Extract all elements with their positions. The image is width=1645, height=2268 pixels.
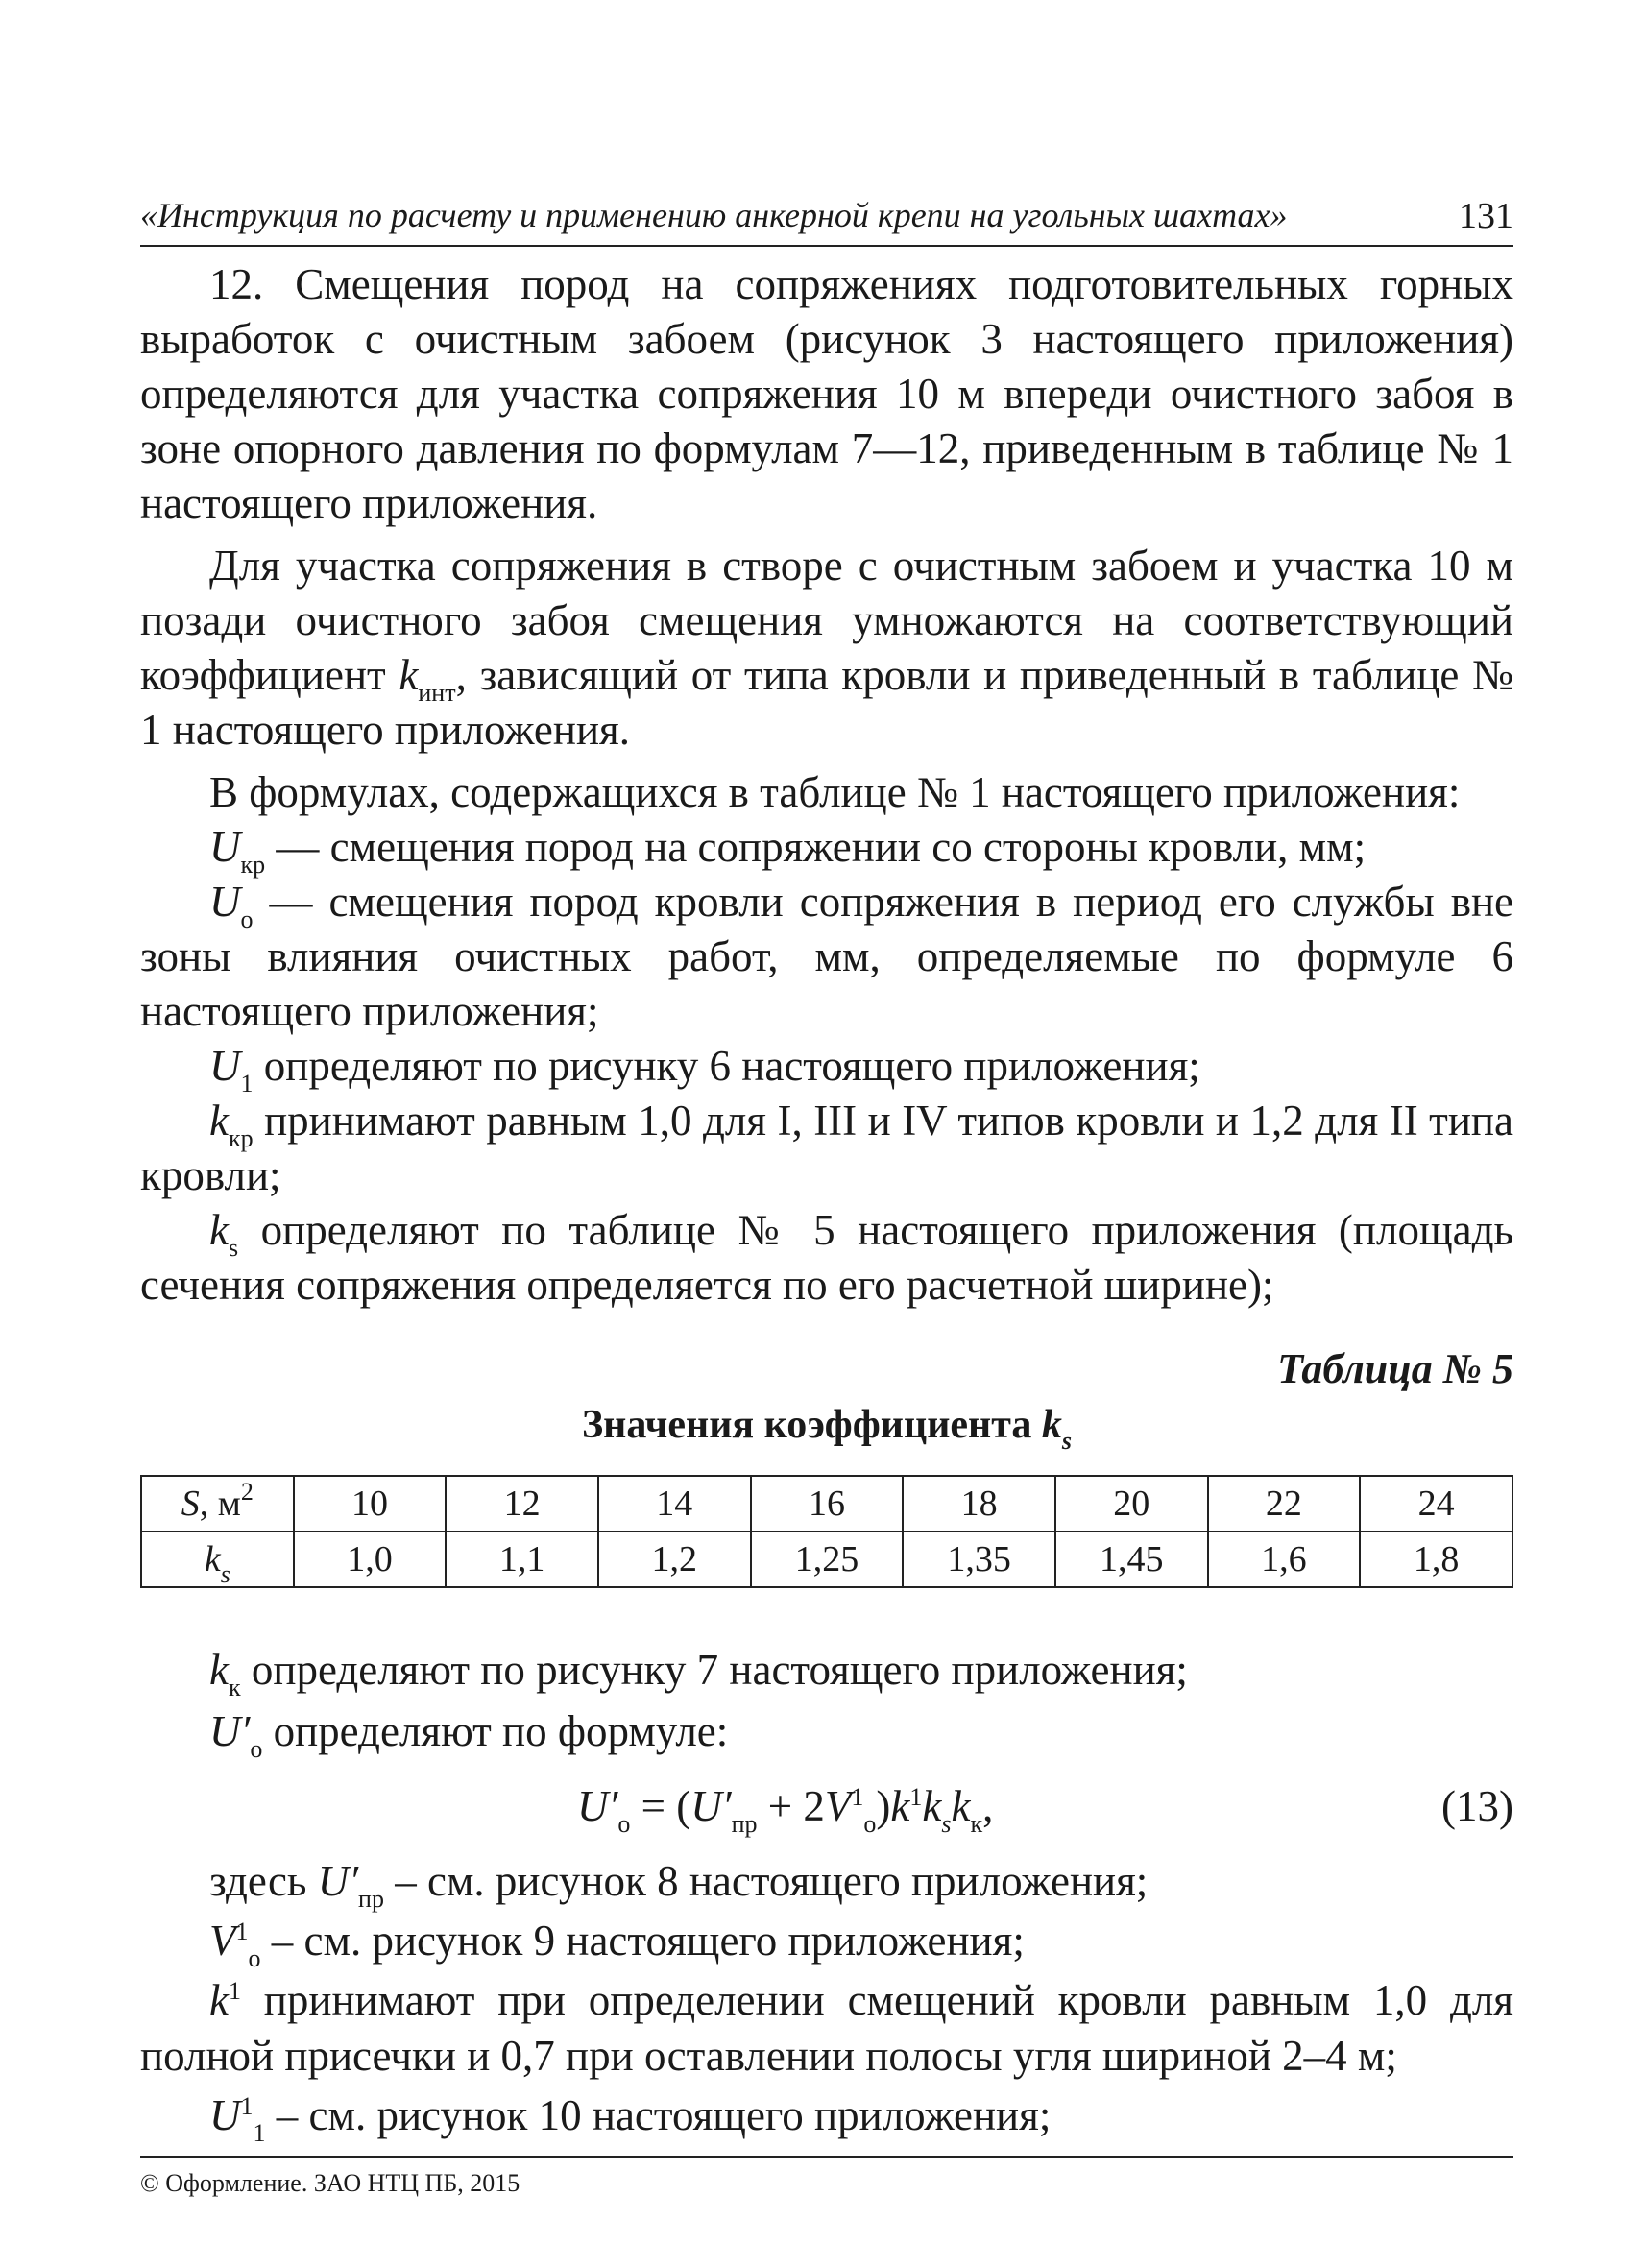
- copyright-text: © Оформление. ЗАО НТЦ ПБ, 2015: [140, 2169, 520, 2197]
- paragraph-formulas-intro: В формулах, содержащихся в таблице № 1 настоящего приложения:: [209, 768, 1461, 816]
- definition-ks: $k_s$ определяют по таблице № 5 настоящего приложения (площадь сечения сопряжения определяется по его расчетной ширине);: [140, 1206, 1513, 1309]
- page-footer: [140, 2156, 1513, 2198]
- header-title: «Инструкция по расчету и применению анкерной крепи на угольных шахтах»: [140, 196, 1288, 234]
- definition-uo: $U_о$ — смещения пород кровли сопряжения в период его службы вне зоны влияния очистных работ, мм, определяемые по формуле 6 настоящего приложения;: [140, 878, 1513, 1035]
- paragraph-12: 12. Смещения пород на сопряжениях подготовительных горных выработок с очистным забоем (рисунок 3 настоящего приложения) определяются для участка сопряжения 10 м впереди очистного забоя в зоне опорного давления по формулам 7—12, приведенным в таблице № 1 настоящего приложения.: [140, 260, 1513, 527]
- formula-13: [140, 1772, 1513, 1839]
- table-cell: 12: [446, 1476, 598, 1532]
- table-cell: 1,1: [446, 1532, 598, 1587]
- ks-table: [140, 1475, 1513, 1588]
- definition-kkr: $k_{кр}$ принимают равным 1,0 для I, III и IV типов кровли и 1,2 для II типа кровли;: [140, 1097, 1513, 1199]
- running-header: [140, 187, 1513, 247]
- formula-number: (13): [1441, 1782, 1513, 1830]
- definition-u11: $U^1_1$ – см. рисунок 10 настоящего приложения;: [209, 2091, 1052, 2147]
- table-cell: 22: [1208, 1476, 1361, 1532]
- table-row: [141, 1476, 1512, 1532]
- row-label-ks: $k_s$: [141, 1532, 294, 1587]
- table-cell: 1,45: [1055, 1532, 1208, 1587]
- definitions: [140, 1853, 1513, 2147]
- table-caption: Таблица № 5: [1277, 1345, 1513, 1392]
- table-cell: 18: [903, 1476, 1055, 1532]
- table-cell: 1,25: [751, 1532, 904, 1587]
- table-row: [141, 1532, 1512, 1587]
- definition-upr: здесь $U'_{пр}$ – см. рисунок 8 настоящего приложения;: [209, 1857, 1149, 1913]
- main-text: [140, 257, 1513, 1313]
- definition-kk: $k_к$ определяют по рисунку 7 настоящего приложения;: [209, 1646, 1188, 1701]
- table-cell: 16: [751, 1476, 904, 1532]
- table-cell: 1,2: [598, 1532, 751, 1587]
- table-cell: 20: [1055, 1476, 1208, 1532]
- formula-expression: $U'_о = (U'_{пр} + 2V^1_о)k^1k_sk_к$,: [577, 1782, 994, 1838]
- table-cell: 1,0: [294, 1532, 447, 1587]
- table-cell: 10: [294, 1476, 447, 1532]
- table-cell: 1,6: [1208, 1532, 1361, 1587]
- after-table-text: [140, 1642, 1513, 1765]
- table-cell: 14: [598, 1476, 751, 1532]
- table-cell: 24: [1360, 1476, 1512, 1532]
- definition-k1: $k^1$ принимают при определении смещений кровли равным 1,0 для полной присечки и 0,7 при оставлении полосы угля шириной 2–4 м;: [140, 1976, 1513, 2080]
- table-cell: 1,8: [1360, 1532, 1512, 1587]
- definition-v1o: $V^1_о$ – см. рисунок 9 настоящего приложения;: [209, 1917, 1025, 1972]
- table-cell: 1,35: [903, 1532, 1055, 1587]
- page-number: 131: [1459, 196, 1513, 236]
- paragraph-k-int: Для участка сопряжения в створе с очистным забоем и участка 10 м позади очистного забоя смещения умножаются на соответствующий коэффициент $k_{инт}$, зависящий от типа кровли и приведенный в таблице № 1 настоящего приложения.: [140, 542, 1513, 754]
- definition-u1: $U_1$ определяют по рисунку 6 настоящего приложения;: [209, 1042, 1200, 1098]
- definition-ukr: $U_{кр}$ — смещения пород на сопряжении со стороны кровли, мм;: [209, 823, 1367, 879]
- table-title: Значения коэффициента $k_s$: [581, 1403, 1073, 1455]
- definition-uo-prime: $U'_о$ определяют по формуле:: [209, 1707, 729, 1763]
- row-label-area: S, $м^2$: [141, 1476, 294, 1532]
